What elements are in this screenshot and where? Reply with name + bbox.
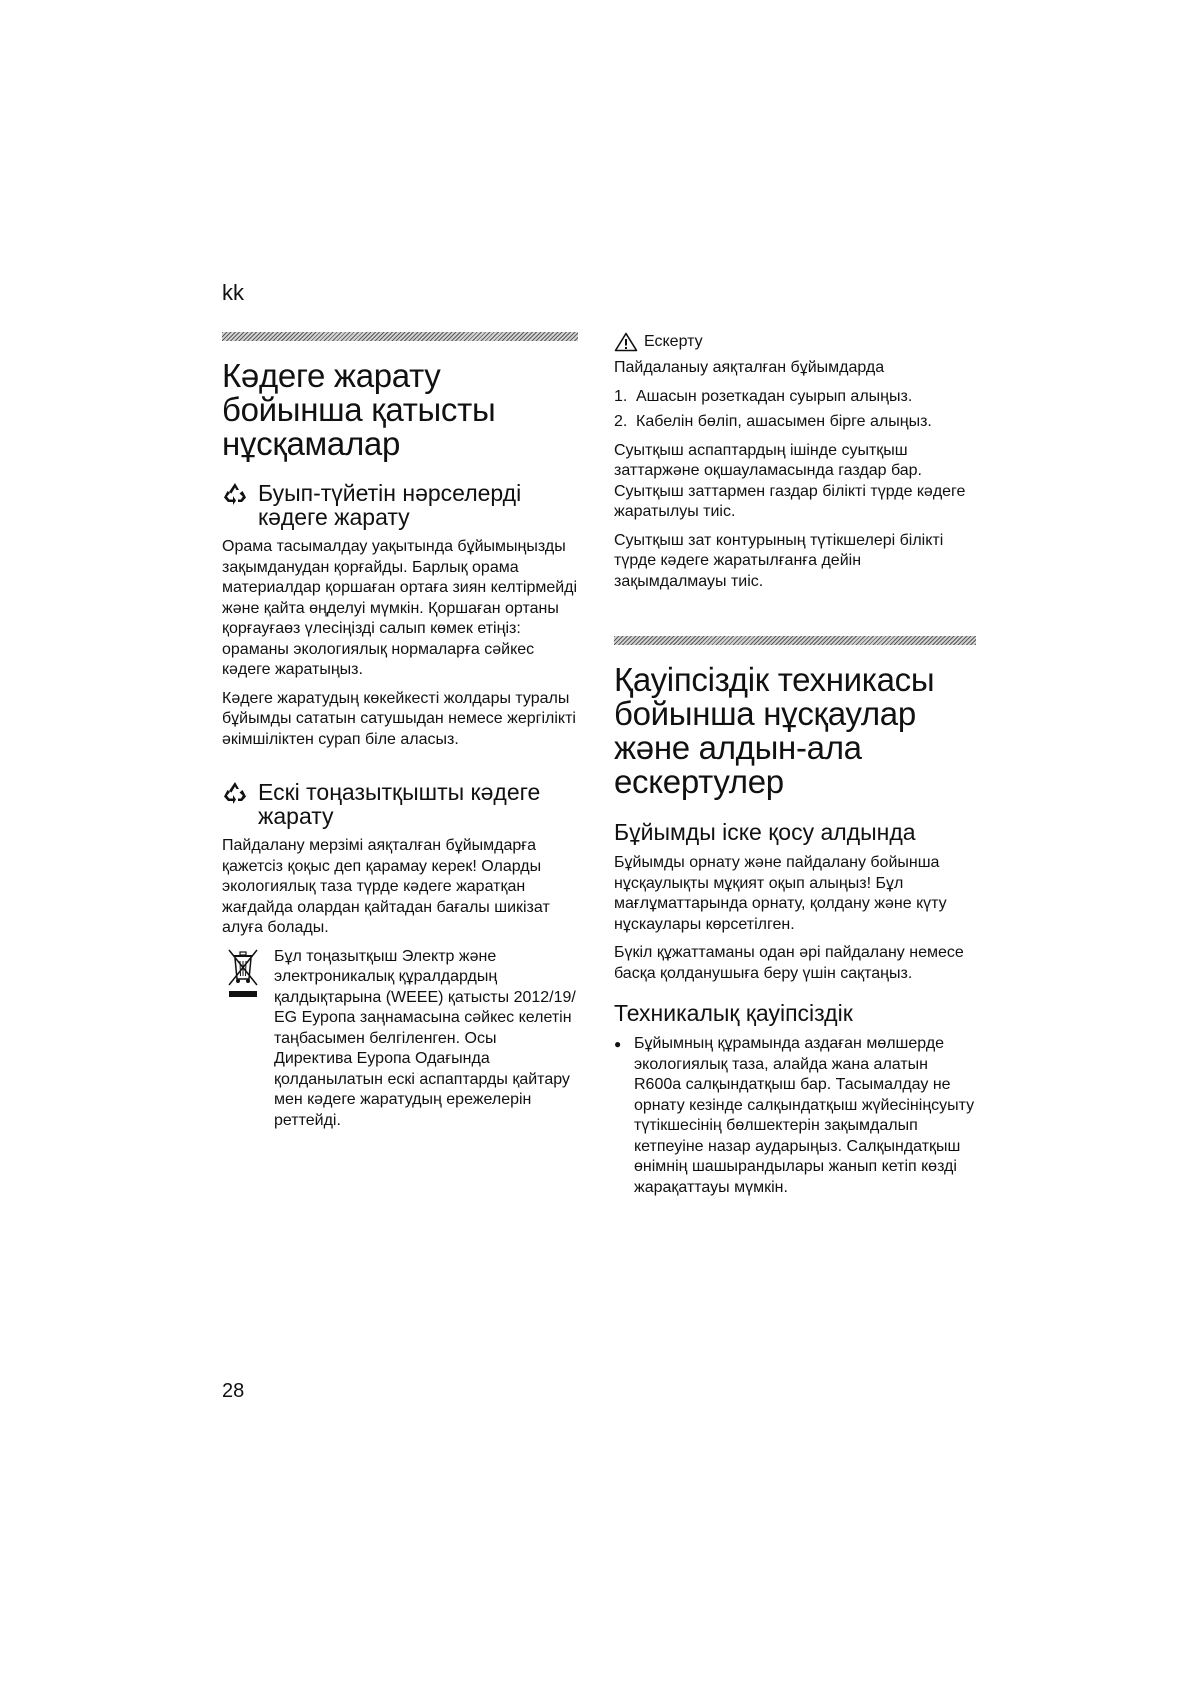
step-text: Кабелін бөліп, ашасымен бірге алыңыз.	[636, 413, 932, 430]
before-use-paragraph-2: Бүкіл құжаттаманы одан әрі пайдалану немесе басқа қолданушыға беру үшін сақтаңыз.	[614, 944, 964, 982]
before-use-heading: Бұйымды іске қосу алдында	[614, 819, 916, 845]
step-number: 1.	[614, 387, 628, 405]
warning-title: Ескерту	[644, 333, 703, 350]
old-appliance-heading-text: Ескі тоңазытқышты кәдеге жарату	[258, 779, 541, 829]
old-appliance-paragraph: Пайдалану мерзімі аяқталған бұйымдарға қажетсіз қоқыс деп қарамау керек! Оларды экологиялық таза түрде кәдеге жаратқан жағдайда олардан қайтадан бағалы шикізат алуға болады.	[222, 837, 550, 936]
crossed-bin-icon	[222, 947, 266, 999]
list-item	[614, 1034, 976, 1198]
section-divider	[222, 332, 578, 341]
warning-triangle-icon	[614, 332, 638, 352]
section-divider	[614, 636, 976, 645]
packaging-heading	[222, 481, 578, 529]
recycle-icon	[222, 481, 248, 505]
packaging-heading-text: Буып-түйетін нәрселерді кәдеге жарату	[258, 480, 522, 530]
list-item	[614, 387, 976, 408]
old-appliance-heading	[222, 780, 578, 828]
bullet-icon: ●	[614, 1037, 622, 1051]
technical-safety-heading: Техникалық қауіпсіздік	[614, 1000, 853, 1026]
weee-text: Бұл тоңазытқыш Электр және электроникалық құралдардың қалдықтарына (WEEE) қатысты 2012/19/ EG Еуропа заңнамасына сәйкес келетін таңбасымен белгіленген. Осы Директива Еуропа Одағында қолданылатын ескі аспаптарды қайтару мен кәдеге жаратудың ережелерін реттейді.	[274, 947, 576, 1129]
right-column	[614, 332, 976, 1198]
language-code: kk	[222, 280, 244, 305]
warning-steps	[614, 387, 976, 433]
recycle-icon	[222, 780, 248, 804]
left-column	[222, 332, 578, 1131]
packaging-paragraph-2: Кәдеге жаратудың көкейкесті жолдары туралы бұйымды сататын сатушыдан немесе жергілікті әкімшіліктен сурап біле аласыз.	[222, 689, 576, 748]
technical-safety-list	[614, 1034, 976, 1198]
warning-paragraph-1: Суытқыш аспаптардың ішінде суытқыш заттаржәне оқшауламасында газдар бар. Суытқыш заттармен газдар білікті түрде кәдеге жаратылуы тиіс.	[614, 441, 966, 520]
warning-paragraph-2: Суытқыш зат контурының түтікшелері білікті түрде кәдеге жаратылғанға дейін зақымдалмауы тиіс.	[614, 531, 944, 590]
warning-heading	[614, 332, 976, 352]
packaging-paragraph-1: Орама тасымалдау уақытында бұйымыңызды зақымданудан қорғайды. Барлық орама материалдар қоршаған ортаға зиян келтірмейді және қайта өңделуі мүмкін. Қоршаған ортаны қорғауғаөз үлесіңізді салып көмек етіңіз: ораманы экологиялық нормаларға сәйкес кәдеге жаратыңыз.	[222, 538, 578, 678]
before-use-paragraph-1: Бұйымды орнату және пайдалану бойынша нұсқаулықты мұқият оқып алыңыз! Бұл мағлұматтарында орнату, қолдану және күту нұскаулары көрсетілген.	[614, 854, 947, 933]
disposal-title: Кәдеге жарату бойынша қатысты нұсқамалар	[222, 357, 496, 462]
step-number: 2.	[614, 413, 628, 430]
weee-notice	[222, 947, 578, 1132]
list-item	[614, 412, 976, 433]
safety-title: Қауіпсіздік техникасы бойынша нұсқаулар және алдын-ала ескертулер	[614, 661, 935, 800]
warning-intro: Пайдаланыу аяқталған бұйымдарда	[614, 359, 885, 376]
step-text: Ашасын розеткадан суырып алыңыз.	[636, 387, 913, 405]
technical-safety-text: Бұйымның құрамында аздаған мөлшерде экологиялық таза, алайда жана алатын R600a салқындатқыш бар. Тасымалдау не орнату кезінде салқындатқыш жүйесініңсуыту түтікшесінің бөлшектерін зақымдалып кетпеуіне назар аударыңыз. Салқындатқыш өнімнің шашырандылары жанып кетіп көзді жарақаттауы мүмкін.	[634, 1035, 975, 1196]
page-number: 28	[222, 1380, 245, 1402]
